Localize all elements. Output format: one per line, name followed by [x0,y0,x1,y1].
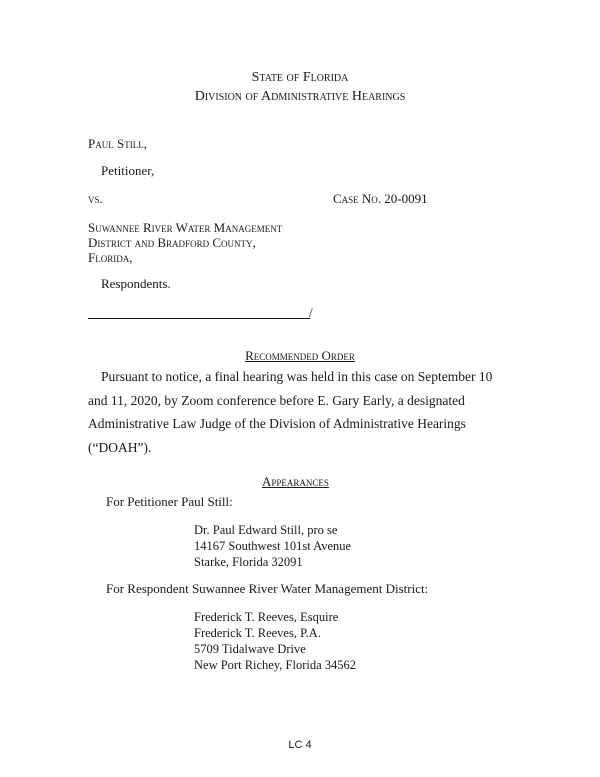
respondent-address-line-4: New Port Richey, Florida 34562 [194,658,357,672]
respondent-appearance-heading: For Respondent Suwannee River Water Management District: [106,581,429,596]
header-division: Division of Administrative Hearings [194,89,406,104]
respondent-line-3: Florida, [88,250,133,265]
petitioner-role: Petitioner, [101,163,155,178]
petitioner-appearance-heading: For Petitioner Paul Still: [106,494,233,509]
paragraph-line-1: Pursuant to notice, a final hearing was held in this case on September 10 [101,369,493,384]
recommended-order-title: Recommended Order [245,348,355,363]
caption-rule [88,318,310,319]
respondent-address-line-1: Frederick T. Reeves, Esquire [194,610,339,624]
respondent-line-2: District and Bradford County, [88,235,256,250]
paragraph-line-4: (“DOAH”). [88,440,152,455]
respondent-role: Respondents. [101,276,171,291]
respondent-line-1: Suwannee River Water Management [88,220,283,235]
petitioner-address-line-1: Dr. Paul Edward Still, pro se [194,523,338,537]
appearances-title: Appearances [262,474,329,489]
petitioner-address-line-3: Starke, Florida 32091 [194,555,303,569]
versus: vs. [88,191,103,206]
respondent-address-line-3: 5709 Tidalwave Drive [194,642,306,656]
caption-slash: / [309,305,313,320]
paragraph-line-2: and 11, 2020, by Zoom conference before E. Gary Early, a designated [88,393,465,408]
respondent-address-line-2: Frederick T. Reeves, P.A. [194,626,321,640]
footer-label: LC 4 [288,739,312,751]
case-number: Case No. 20-0091 [333,191,428,206]
petitioner-address-line-2: 14167 Southwest 101st Avenue [194,539,352,553]
petitioner-name: Paul Still, [88,136,147,151]
paragraph-line-3: Administrative Law Judge of the Division of Administrative Hearings [88,416,466,431]
header-state: State of Florida [251,70,349,85]
